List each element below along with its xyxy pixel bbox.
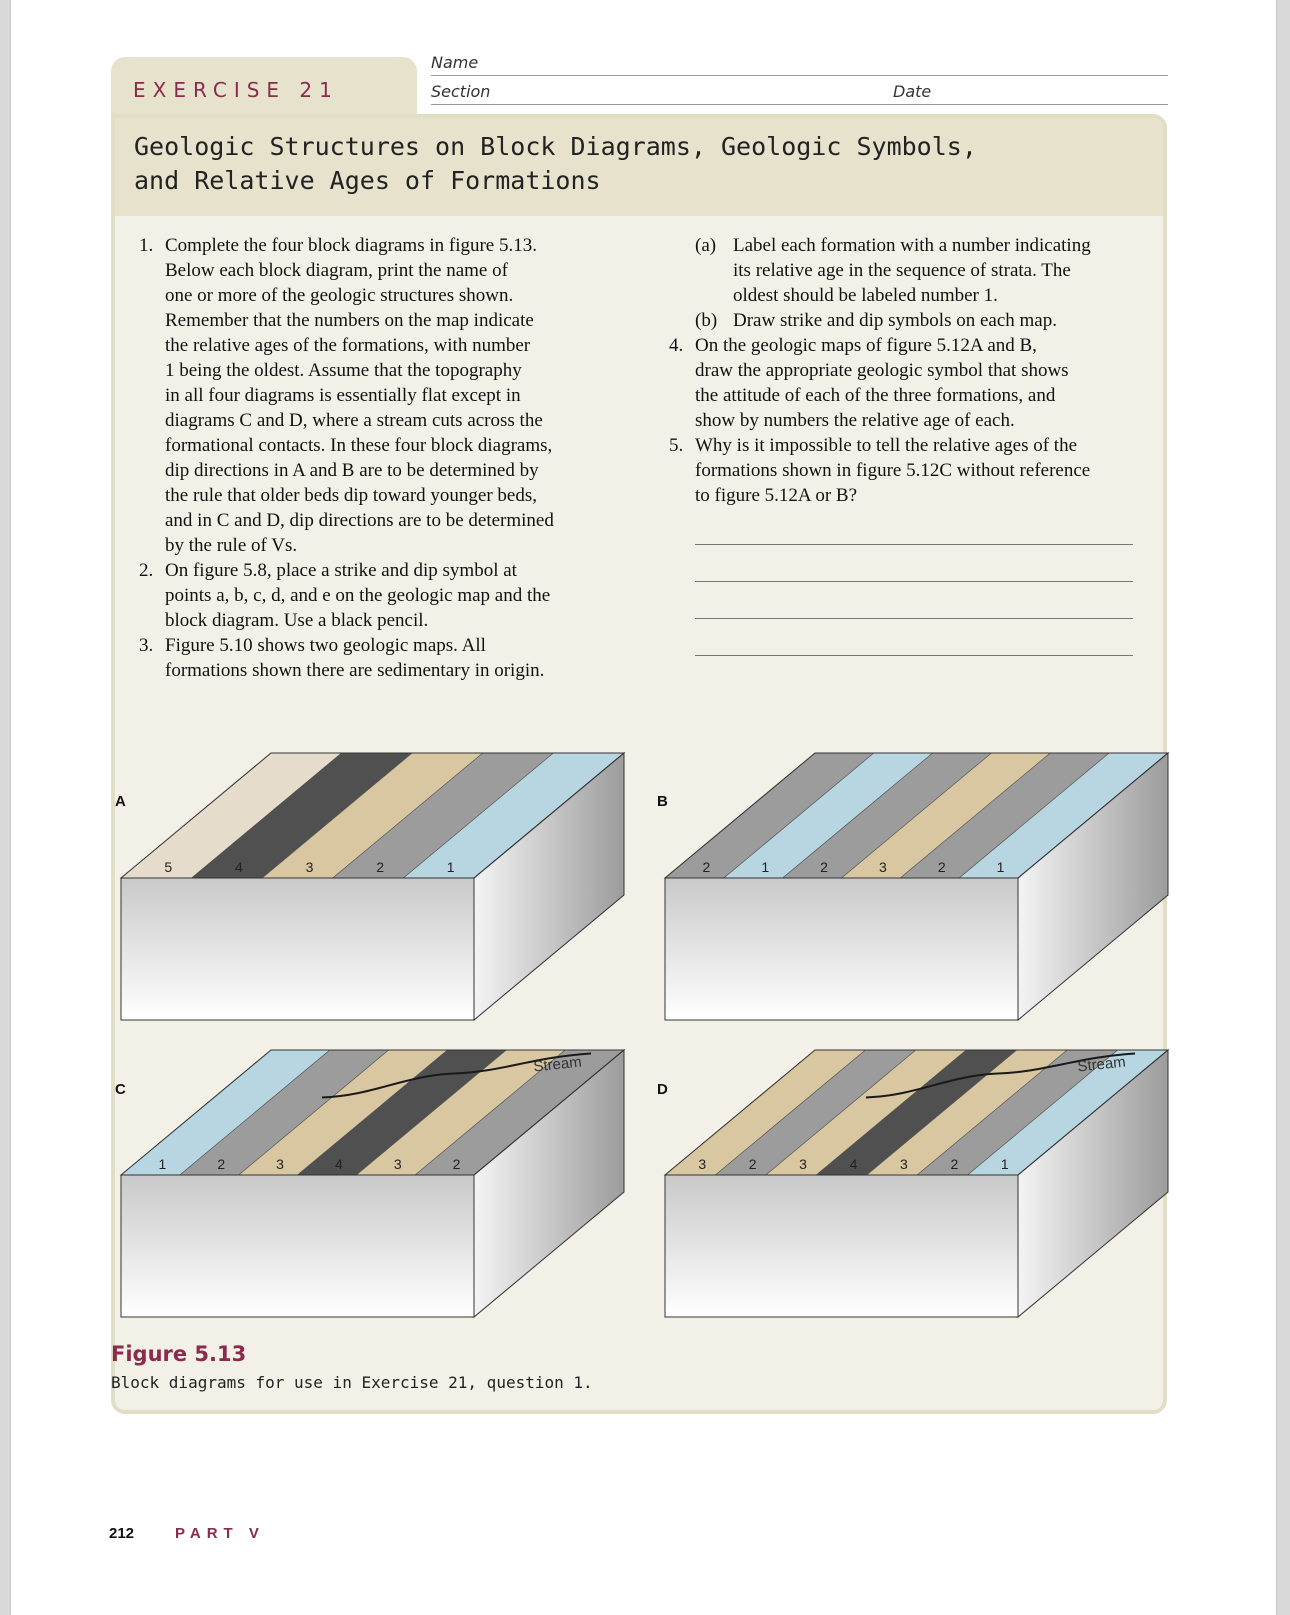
subitem-label: (a) (695, 235, 717, 256)
formation-number: 3 (900, 1156, 908, 1172)
subitem-a (695, 233, 1149, 308)
text-line: show by numbers the relative age of each. (695, 410, 1015, 431)
formation-number: 5 (164, 859, 173, 875)
text-line: the rule that older beds dip toward younger beds, (165, 485, 537, 506)
formation-number: 2 (820, 859, 828, 875)
question-number: 3. (139, 635, 154, 656)
text-line: Below each block diagram, print the name of (165, 260, 508, 281)
formation-number: 3 (393, 1156, 402, 1172)
formation-number: 2 (950, 1156, 959, 1172)
text-line: diagrams C and D, where a stream cuts across the (165, 410, 543, 431)
text-line: Figure 5.10 shows two geologic maps. All (165, 635, 486, 656)
text-line: formations shown there are sedimentary in origin. (165, 660, 545, 681)
figure-caption: Block diagrams for use in Exercise 21, question 1. (111, 1373, 593, 1392)
formation-number: 2 (376, 859, 384, 875)
answer-line[interactable] (695, 655, 1133, 656)
text-line: block diagram. Use a black pencil. (165, 610, 429, 631)
block-diagram-d (663, 1035, 1193, 1325)
page (10, 0, 1277, 1615)
question-5 (669, 433, 1149, 508)
formation-number: 1 (158, 1156, 167, 1172)
subitem-label: (b) (695, 310, 718, 331)
text-line: On the geologic maps of figure 5.12A and B, (695, 335, 1037, 356)
answer-line[interactable] (695, 581, 1133, 582)
text-line: Complete the four block diagrams in figure 5.13. (165, 235, 537, 256)
block-front-face (665, 878, 1018, 1020)
block-front-face (121, 1175, 474, 1317)
text-line: oldest should be labeled number 1. (733, 285, 998, 306)
formation-number: 3 (276, 1156, 284, 1172)
section-date-field[interactable] (431, 82, 1168, 105)
question-number: 4. (669, 335, 684, 356)
section-label: Section (431, 82, 491, 101)
text-line: formations shown in figure 5.12C without reference (695, 460, 1091, 481)
answer-lines[interactable] (669, 544, 1149, 656)
questions-right-column (669, 233, 1149, 656)
formation-number: 1 (446, 859, 455, 875)
text-line: Draw strike and dip symbols on each map. (733, 310, 1057, 331)
date-label: Date (893, 82, 932, 101)
answer-line[interactable] (695, 618, 1133, 619)
formation-number: 4 (235, 859, 243, 875)
block-diagram-c (119, 1035, 649, 1325)
formation-number: 2 (452, 1156, 461, 1172)
text-line: formational contacts. In these four block diagrams, (165, 435, 553, 456)
formation-number: 2 (937, 859, 946, 875)
subitem-b (695, 308, 1149, 333)
figure-title: Figure 5.13 (111, 1342, 247, 1366)
formation-number: 2 (217, 1156, 226, 1172)
question-number: 5. (669, 435, 684, 456)
name-field[interactable] (431, 53, 1168, 76)
block-label-a: A (115, 793, 126, 810)
text-line: the attitude of each of the three formations, and (695, 385, 1056, 406)
block-front-face (121, 878, 474, 1020)
text-line: dip directions in A and B are to be determined by (165, 460, 539, 481)
formation-number: 3 (879, 859, 887, 875)
title-line: and Relative Ages of Formations (134, 166, 601, 195)
question-number: 1. (139, 235, 154, 256)
text-line: Why is it impossible to tell the relative ages of the (695, 435, 1078, 456)
name-label: Name (431, 53, 479, 72)
block-front-face (665, 1175, 1018, 1317)
text-line: Label each formation with a number indicating (733, 235, 1091, 256)
formation-number: 4 (335, 1156, 343, 1172)
question-2 (139, 558, 609, 633)
formation-number: 4 (849, 1156, 858, 1172)
stream-label: Stream (1076, 1053, 1127, 1076)
text-line: to figure 5.12A or B? (695, 485, 858, 506)
subitems (669, 233, 1149, 333)
text-line: On figure 5.8, place a strike and dip symbol at (165, 560, 517, 581)
text-line: its relative age in the sequence of strata. The (733, 260, 1071, 281)
formation-number: 3 (799, 1156, 807, 1172)
block-diagram-b (663, 738, 1193, 1028)
stream-label: Stream (532, 1053, 583, 1076)
block-diagram-a (119, 738, 649, 1028)
text-line: and in C and D, dip directions are to be determined (165, 510, 554, 531)
text-line: Remember that the numbers on the map indicate (165, 310, 534, 331)
formation-number: 1 (1000, 1156, 1009, 1172)
page-title (134, 130, 977, 198)
text-line: one or more of the geologic structures shown. (165, 285, 514, 306)
text-line: in all four diagrams is essentially flat except in (165, 385, 521, 406)
block-label-d: D (657, 1081, 668, 1098)
formation-number: 3 (305, 859, 314, 875)
answer-line[interactable] (695, 544, 1133, 545)
page-number: 212 (109, 1525, 135, 1542)
question-number: 2. (139, 560, 154, 581)
text-line: the relative ages of the formations, with number (165, 335, 531, 356)
question-3 (139, 633, 609, 683)
block-label-c: C (115, 1081, 126, 1098)
text-line: by the rule of Vs. (165, 535, 298, 556)
text-line: draw the appropriate geologic symbol that shows (695, 360, 1069, 381)
text-line: points a, b, c, d, and e on the geologic map and the (165, 585, 551, 606)
formation-number: 2 (748, 1156, 757, 1172)
part-label: PART V (175, 1525, 265, 1542)
question-1 (139, 233, 609, 558)
block-label-b: B (657, 793, 668, 810)
formation-number: 3 (698, 1156, 707, 1172)
formation-number: 1 (996, 859, 1005, 875)
question-4 (669, 333, 1149, 433)
text-line: 1 being the oldest. Assume that the topography (165, 360, 522, 381)
formation-number: 1 (761, 859, 770, 875)
title-line: Geologic Structures on Block Diagrams, Geologic Symbols, (134, 132, 977, 161)
exercise-label: EXERCISE 21 (133, 78, 339, 102)
questions-left-column (139, 233, 609, 683)
formation-number: 2 (702, 859, 711, 875)
